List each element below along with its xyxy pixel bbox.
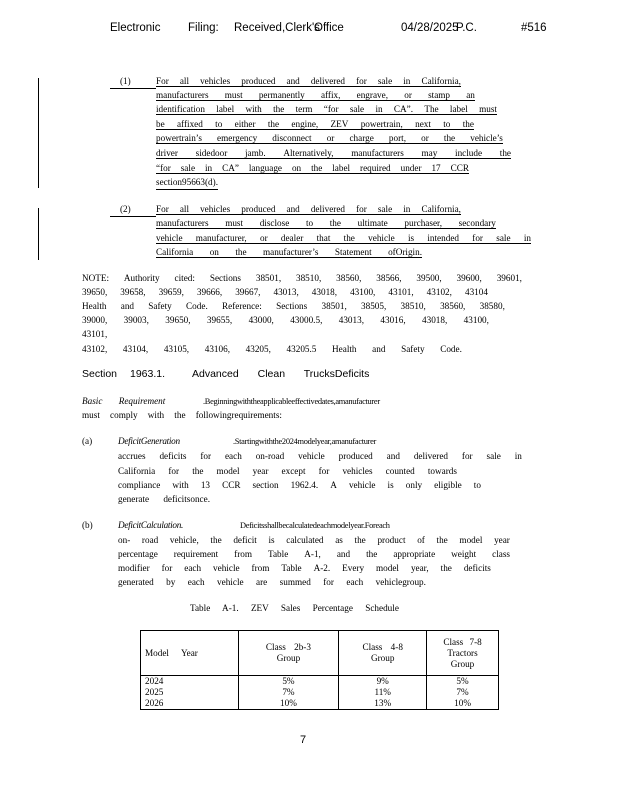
deficit-generation-line-1: accrues deficits for each on-road vehicle produced and delivered for sale in: [118, 451, 522, 461]
item-1-line-1: For all vehicles produced and delivered for sale in California,: [156, 76, 461, 86]
item-2-line-1: For all vehicles produced and delivered for sale in California,: [156, 204, 461, 214]
item-label-1: (1): [110, 76, 156, 89]
subsection-label-b: (b): [82, 520, 93, 530]
deficit-generation-line-2: California for the model year except for vehicles counted towards: [118, 466, 457, 476]
filing-label-received: Received,Clerk's: [234, 22, 320, 34]
filing-label-filing: Filing:: [188, 22, 219, 34]
deficit-calculation-line-3: modifier for each vehicle from Table A-2. Every model year, the deficits: [118, 563, 491, 573]
revision-bar: [38, 208, 39, 260]
basic-requirement-heading: Basic Requirement: [82, 396, 166, 406]
table-cell: 2025: [141, 687, 239, 698]
zev-sales-table: [140, 630, 499, 710]
header-class-2b-3: Class 2b-3 Group: [238, 631, 339, 676]
deficit-calculation-intro: Deficitsshallbecalculatedeachmodelyear.Foreach: [240, 521, 390, 530]
note-line-2: 39650, 39658, 39659, 39666, 39667, 43013, 43018, 43100, 43101, 43102, 43104: [82, 287, 488, 297]
note-line-6: 43102, 43104, 43105, 43106, 43205, 43205.5 Health and Safety Code.: [82, 344, 462, 354]
deficit-calculation-line-4: generated by each vehicle are summed for each vehiclegroup.: [118, 577, 426, 587]
item-label-2: (2): [110, 204, 156, 217]
table-cell: 10%: [238, 698, 339, 710]
deficit-calculation-line-1: on- road vehicle, the deficit is calculated as the product of the model year: [118, 535, 510, 545]
filing-label-electronic: Electronic: [110, 22, 161, 34]
section-title: Advanced Clean TrucksDeficits: [192, 368, 370, 380]
deficit-calculation-line-2: percentage requirement from Table A-1, and the appropriate weight class: [118, 549, 510, 559]
item-1-line-8: section95663(d).: [156, 177, 218, 190]
item-2-line-2: manufacturers must disclose to the ultimate purchaser, secondary: [156, 218, 496, 228]
item-1-line-5: powertrain’s emergency disconnect or charge port, or the vehicle’s: [156, 133, 503, 143]
filing-number: #516: [521, 22, 547, 34]
page-number: 7: [300, 734, 307, 746]
deficit-calculation-heading: DeficitCalculation.: [118, 520, 183, 530]
basic-requirement-line-2: must comply with the followingrequirements:: [82, 410, 282, 420]
note-line-1: NOTE: Authority cited: Sections 38501, 38510, 38560, 38566, 39500, 39600, 39601,: [82, 273, 522, 283]
table-cell: 13%: [339, 698, 427, 710]
table-cell: 2024: [141, 676, 239, 688]
item-2-line-3: vehicle manufacturer, or dealer that the vehicle is intended for sale in: [156, 233, 531, 243]
note-line-3: Health and Safety Code. Reference: Sections 38501, 38505, 38510, 38560, 38580,: [82, 301, 505, 311]
table-row: [141, 687, 499, 698]
table-cell: 11%: [339, 687, 427, 698]
item-1-line-3: identification label with the term “for sale in CA”. The label must: [156, 104, 497, 114]
table-caption: Table A-1. ZEV Sales Percentage Schedule: [190, 603, 399, 613]
filing-label-office: Office: [314, 22, 344, 34]
table-header-row: [141, 631, 499, 676]
table-cell: 9%: [339, 676, 427, 688]
item-2-line-4: California on the manufacturer’s Statement ofOrigin.: [156, 247, 422, 257]
table-cell: 5%: [427, 676, 499, 688]
item-1-line-7: “for sale in CA” language on the label required under 17 CCR: [156, 163, 469, 173]
item-1-line-2: manufacturers must permanently affix, engrave, or stamp an: [156, 90, 475, 100]
header-class-7-8-tractors: Class 7-8 Tractors Group: [427, 631, 499, 676]
table-cell: 7%: [427, 687, 499, 698]
section-number: 1963.1.: [130, 368, 166, 380]
subsection-label-a: (a): [82, 436, 93, 446]
item-1-line-6: driver sidedoor jamb. Alternatively, manufacturers may include the: [156, 148, 511, 158]
deficit-generation-line-3: compliance with 13 CCR section 1962.4. A vehicle is only eligible to: [118, 480, 481, 490]
section-label: Section: [82, 368, 118, 380]
revision-bar: [38, 78, 39, 188]
table-cell: 10%: [427, 698, 499, 710]
item-1-line-4: be affixed to either the engine, ZEV powertrain, next to the: [156, 119, 474, 129]
deficit-generation-line-4: generate deficitsonce.: [118, 494, 210, 504]
deficit-generation-heading: DeficitGeneration: [118, 436, 180, 446]
note-line-5: 43101,: [82, 329, 108, 339]
header-model-year: Model Year: [141, 631, 239, 676]
table-cell: 2026: [141, 698, 239, 710]
filing-date-suffix: P.C.: [456, 22, 477, 34]
basic-requirement-text: .Beginningwiththeapplicableeffectivedates,amanufacturer: [203, 397, 380, 406]
table-row: [141, 698, 499, 710]
note-line-4: 39000, 39003, 39650, 39655, 43000, 43000.5, 43013, 43016, 43018, 43100,: [82, 315, 489, 325]
table-cell: 5%: [238, 676, 339, 688]
filing-date: 04/28/2025: [401, 22, 459, 34]
table-row: [141, 676, 499, 688]
deficit-generation-intro: .Startingwiththe2024modelyear,amanufacturer: [233, 437, 377, 446]
header-class-4-8: Class 4-8 Group: [339, 631, 427, 676]
table-cell: 7%: [238, 687, 339, 698]
